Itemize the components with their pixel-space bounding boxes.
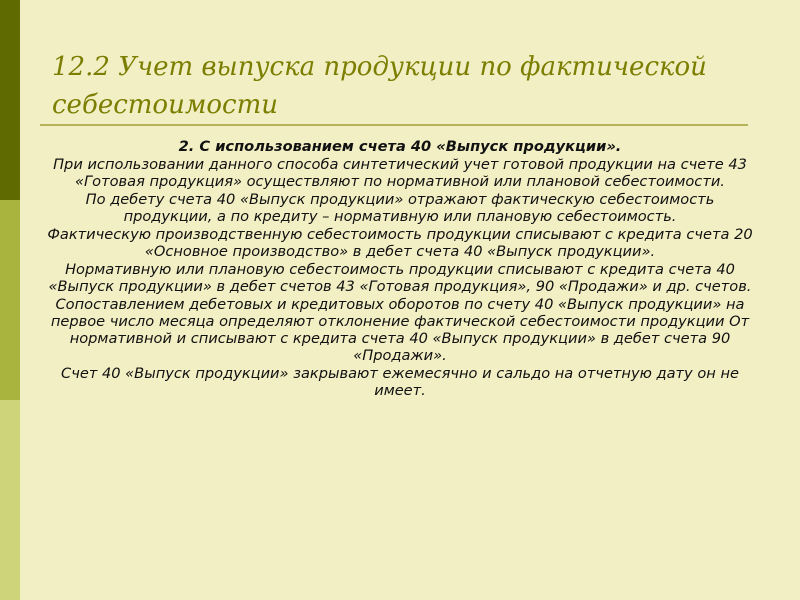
sidebar-segment-mid	[0, 200, 20, 400]
slide-title-line2: себестоимости	[52, 90, 278, 120]
slide-title	[52, 48, 752, 124]
paragraph-2: По дебету счета 40 «Выпуск продукции» отражают фактическую себестоимость продукции, а по кредиту – нормативную или плановую себестоимость.	[85, 191, 715, 225]
paragraph-3: Фактическую производственную себестоимость продукции списывают с кредита счета 20 «Основное производство» в дебет счета 40 «Выпуск продукции».	[47, 226, 753, 260]
paragraph-4: Нормативную или плановую себестоимость продукции списывают с кредита счета 40 «Выпуск продукции» в дебет счетов 43 «Готовая продукция», 90 «Продажи» и др. счетов.	[48, 261, 752, 295]
paragraph-6: Счет 40 «Выпуск продукции» закрывают ежемесячно и сальдо на отчетную дату он не имеет.	[61, 365, 739, 399]
title-divider	[40, 124, 748, 126]
slide-title-line1: 12.2 Учет выпуска продукции по фактической	[52, 52, 707, 82]
section-heading: 2. С использованием счета 40 «Выпуск продукции».	[178, 138, 622, 155]
paragraph-1: При использовании данного способа синтетический учет готовой продукции на счете 43 «Готовая продукция» осуществляют по нормативной или плановой себестоимости.	[53, 156, 747, 190]
sidebar-segment-dark	[0, 0, 20, 200]
paragraph-5: Сопоставлением дебетовых и кредитовых оборотов по счету 40 «Выпуск продукции» на первое число месяца определяют отклонение фактической себестоимости продукции От нормативной и списывают с кредита счета 40 «Выпуск продукции» в дебет счета 90 «Продажи».	[50, 296, 750, 364]
sidebar-segment-light	[0, 400, 20, 600]
sidebar-decoration	[0, 0, 20, 600]
slide-body	[42, 138, 758, 399]
